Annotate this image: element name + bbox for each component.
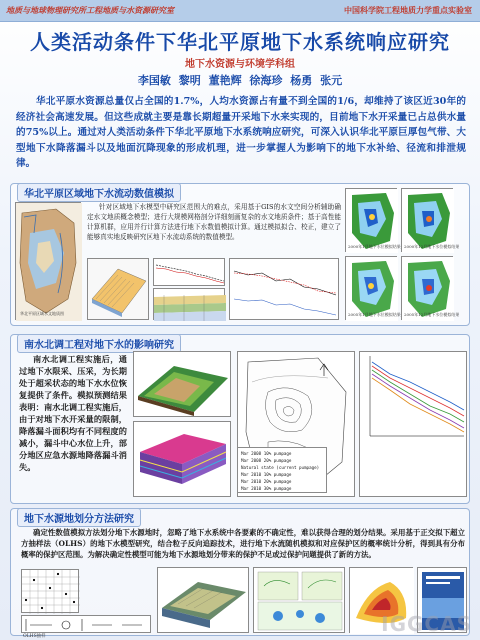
legend-item: Mar 2010 30% pumpage bbox=[241, 486, 292, 491]
olhs-sampling-figure bbox=[21, 569, 79, 613]
header-right-text: 中国科学院工程地质力学重点实验室 bbox=[344, 5, 472, 15]
figure-caption: 2000年12月地下水位模拟结果 bbox=[404, 244, 460, 249]
cross-section-figure bbox=[153, 288, 225, 320]
cross-section-graphic bbox=[154, 289, 226, 321]
observation-hydrograph-graphic bbox=[230, 259, 340, 321]
figure-caption: 2000年1月地下水位模拟结果 bbox=[348, 244, 401, 249]
model-block-figure bbox=[133, 421, 231, 497]
formula-figure bbox=[21, 615, 151, 633]
model-block-graphic bbox=[134, 422, 232, 498]
legend-item: Mar 2008 10% pumpage bbox=[241, 451, 292, 456]
model-grid-figure bbox=[87, 258, 149, 320]
legend-item: Mar 2010 20% pumpage bbox=[241, 479, 292, 484]
section-title: 南水北调工程对地下水的影响研究 bbox=[17, 334, 181, 353]
watermark-logo: IGGCAS bbox=[381, 612, 472, 636]
simulation-map-2000-jan bbox=[345, 188, 401, 252]
section-south-north-transfer bbox=[10, 334, 470, 504]
hydrogeologic-map-graphic bbox=[16, 203, 82, 321]
head-scenario-chart bbox=[359, 351, 467, 497]
poster-authors: 李国敏 黎明 董艳辉 徐海珍 杨勇 张元 bbox=[137, 74, 343, 87]
section-body: 针对区域地下水模型中研究区范围大的难点，采用基于GIS的水文空间分析辅助确定水文地质概念模型；进行大规模网格剖分详细刻画复杂的水文地质条件；基于高性能计算机群，应用并行计算方法进行地下水数值模拟计算。通过模拟拟合、校正，建立了能够真实地反映研究区地下水流动系统的数值模型。 bbox=[87, 203, 341, 241]
section-body: 南水北调工程实施后，通过地下水限采、压采，为长期处于超采状态的地下水水位恢复提供了条件。模拟预测结果表明：南水北调工程实施后，由于对地下水开采量的限制，降落漏斗面积均有不同程度的减小，漏斗中心水位上升，部分地区应急水源地降落漏斗消失。 bbox=[19, 354, 127, 472]
water-level-line-chart bbox=[153, 258, 225, 286]
simulation-map-2005-dec bbox=[401, 256, 460, 320]
olhs-grid-graphic bbox=[22, 570, 80, 614]
formula-graphic bbox=[22, 616, 152, 634]
intro-paragraph: 华北平原水资源总量仅占全国的1.7%，人均水资源占有量不到全国的1/6，却维持了该区近30年的经济社会高速发展。但这些成就主要是靠长期超量开采地下水来实现的，目前地下水开采量已占总供水量的75%以上。通过对人类活动条件下华北平原地下水系统响应研究，可深入认识华北平原巨厚包气带、大型地下水降落漏斗以及地面沉降现象的形成机理，进一步掌握人为影响下的地下水补给、径流和排泄规律。 bbox=[16, 96, 466, 169]
legend-item: Mar 2008 20% pumpage bbox=[241, 458, 292, 463]
poster-subtitle: 地下水资源与环境学科组 bbox=[185, 59, 295, 70]
terrain-3d-figure bbox=[133, 351, 231, 417]
header-left-text: 地质与地球物理研究所工程地质与水资源研究室 bbox=[6, 5, 174, 15]
particle-tracking-graphic bbox=[254, 568, 346, 634]
simulation-map-2005-jan bbox=[345, 256, 401, 320]
legend-item: Natural state (current pumpage) bbox=[241, 465, 320, 470]
poster-title: 人类活动条件下华北平原地下水系统响应研究 bbox=[30, 30, 450, 54]
hydrogeologic-map-figure bbox=[15, 202, 81, 320]
figure-caption: 2005年1月地下水位模拟结果 bbox=[348, 312, 401, 317]
aquifer-3d-figure bbox=[157, 567, 249, 633]
scenario-legend bbox=[237, 447, 327, 493]
section-body: 确定性数值模拟方法划分地下水源地时，忽略了地下水系统中各要素的不确定性，难以获得合理的划分结果。采用基于正交拟下超立方抽样法（OLHS）的地下水模型研究，结合粒子反向追踪技术，进行地下水流随机模拟和对应保护区的概率统计分析，得到具有分布概率的保护区范围。为解决确定性模型可能为地下水源地划分带来的保护不足或过保护问题提供了新的方法。 bbox=[21, 528, 465, 559]
observation-hydrograph-chart bbox=[229, 258, 339, 320]
head-scenario-graphic bbox=[360, 352, 468, 442]
figure-caption: 华北平原区域水文地质图 bbox=[20, 311, 64, 316]
olhs-label: OLHS抽样 bbox=[23, 634, 46, 639]
particle-tracking-figure bbox=[253, 567, 345, 633]
header-bar bbox=[0, 0, 480, 22]
simulation-map-2000-dec bbox=[401, 188, 460, 252]
terrain-3d-graphic bbox=[134, 352, 232, 418]
figure-caption: 2005年12月地下水位模拟结果 bbox=[404, 312, 460, 317]
model-grid-graphic bbox=[88, 259, 150, 321]
section-title: 地下水源地划分方法研究 bbox=[17, 508, 141, 527]
section-numerical-simulation bbox=[10, 183, 470, 326]
water-level-line-graphic bbox=[154, 259, 226, 287]
legend-item: Mar 2010 10% pumpage bbox=[241, 472, 292, 477]
section-title: 华北平原区域地下水流动数值模拟 bbox=[17, 183, 181, 202]
aquifer-3d-graphic bbox=[158, 568, 250, 634]
